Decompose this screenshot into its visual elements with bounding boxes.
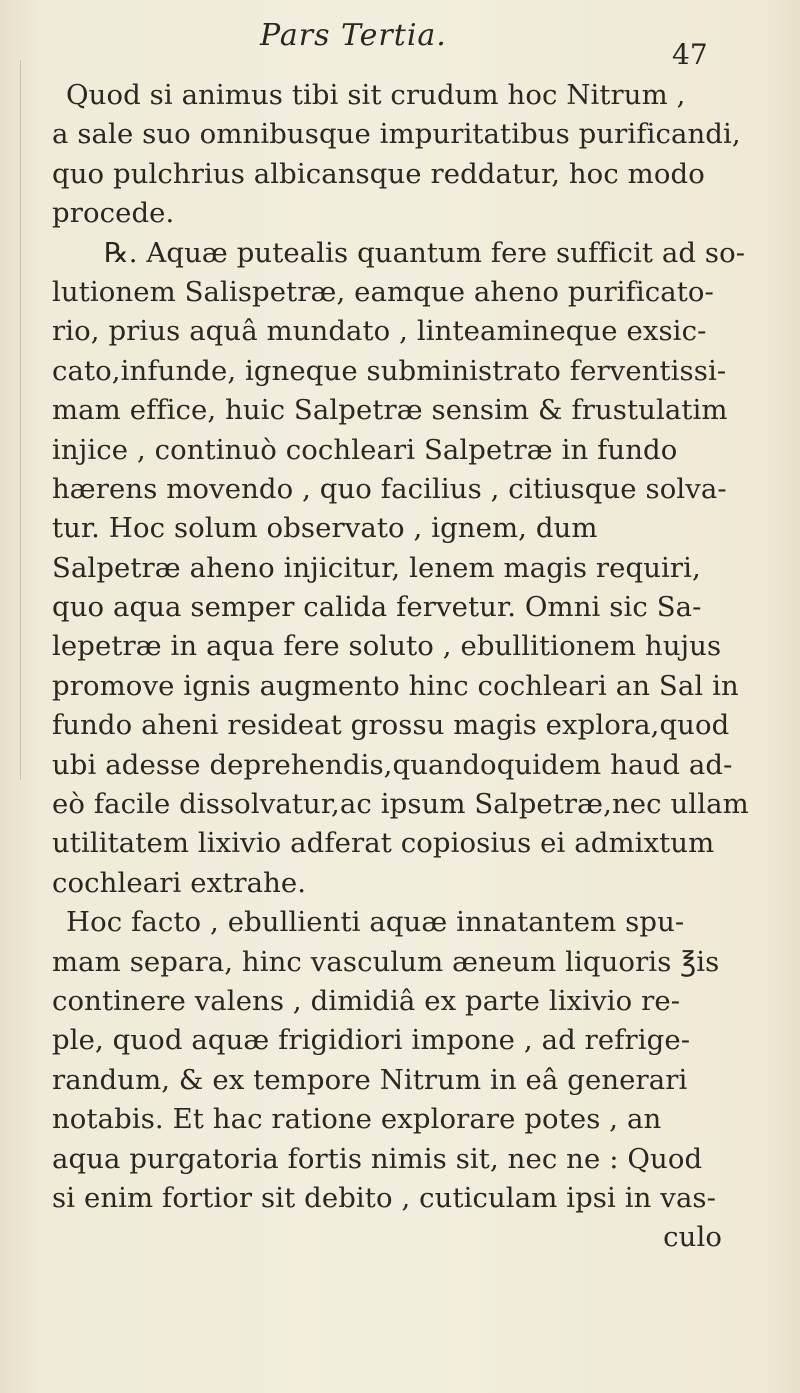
text-line: Salpetræ aheno injicitur, lenem magis requiri,: [52, 551, 701, 584]
text-line: ubi adesse deprehendis,quandoquidem haud ad-: [52, 748, 733, 781]
page-number: 47: [672, 38, 708, 71]
text-line: cochleari extrahe.: [52, 866, 307, 899]
text-line: aqua purgatoria fortis nimis sit, nec ne : Quod: [52, 1142, 703, 1175]
text-line: quo aqua semper calida fervetur. Omni sic Sa-: [52, 591, 702, 624]
text-line: hærens movendo , quo facilius , citiusque solva-: [52, 472, 727, 505]
text-line: quo pulchrius albicansque reddatur, hoc modo: [52, 157, 705, 190]
text-line: ℞. Aquæ putealis quantum fere sufficit ad so-: [104, 236, 746, 269]
page-gutter-edge: [20, 60, 21, 780]
text-line: continere valens , dimidiâ ex parte lixivio re-: [52, 984, 681, 1017]
text-line: mam separa, hinc vasculum æneum liquoris ℥is: [52, 945, 720, 978]
text-line: si enim fortior sit debito , cuticulam ipsi in vas-: [52, 1181, 717, 1214]
text-line: Hoc facto , ebullienti aquæ innatantem spu-: [66, 906, 685, 939]
text-line: rio, prius aquâ mundato , linteamineque exsic-: [52, 315, 707, 348]
text-line: utilitatem lixivio adferat copiosius ei admixtum: [52, 827, 715, 860]
text-line: ple, quod aquæ frigidiori impone , ad refrige-: [52, 1024, 691, 1057]
text-line: mam effice, huic Salpetræ sensim & frustulatim: [52, 394, 728, 427]
text-line: procede.: [52, 197, 175, 230]
text-line: fundo aheni resideat grossu magis explora,quod: [52, 709, 730, 742]
body-text: [52, 76, 749, 1258]
catchword: culo: [663, 1221, 722, 1254]
text-line: Quod si animus tibi sit crudum hoc Nitrum ,: [66, 79, 686, 111]
text-line: eò facile dissolvatur,ac ipsum Salpetræ,nec ullam: [52, 788, 749, 821]
running-head: Pars Tertia.: [260, 18, 447, 53]
text-line: randum, & ex tempore Nitrum in eâ generari: [52, 1063, 688, 1096]
text-line: injice , continuò cochleari Salpetræ in fundo: [52, 433, 678, 466]
text-line: lutionem Salispetræ, eamque aheno purificato-: [52, 275, 714, 308]
text-line: notabis. Et hac ratione explorare potes , an: [52, 1103, 662, 1136]
text-line: a sale suo omnibusque impuritatibus purificandi,: [52, 118, 741, 151]
page-header: [0, 12, 800, 71]
text-line: tur. Hoc solum observato , ignem, dum: [52, 512, 598, 545]
text-line: promove ignis augmento hinc cochleari an Sal in: [52, 669, 739, 702]
text-line: cato,infunde, igneque subministrato ferventissi-: [52, 354, 727, 387]
text-line: lepetræ in aqua fere soluto , ebullitionem hujus: [52, 630, 722, 663]
